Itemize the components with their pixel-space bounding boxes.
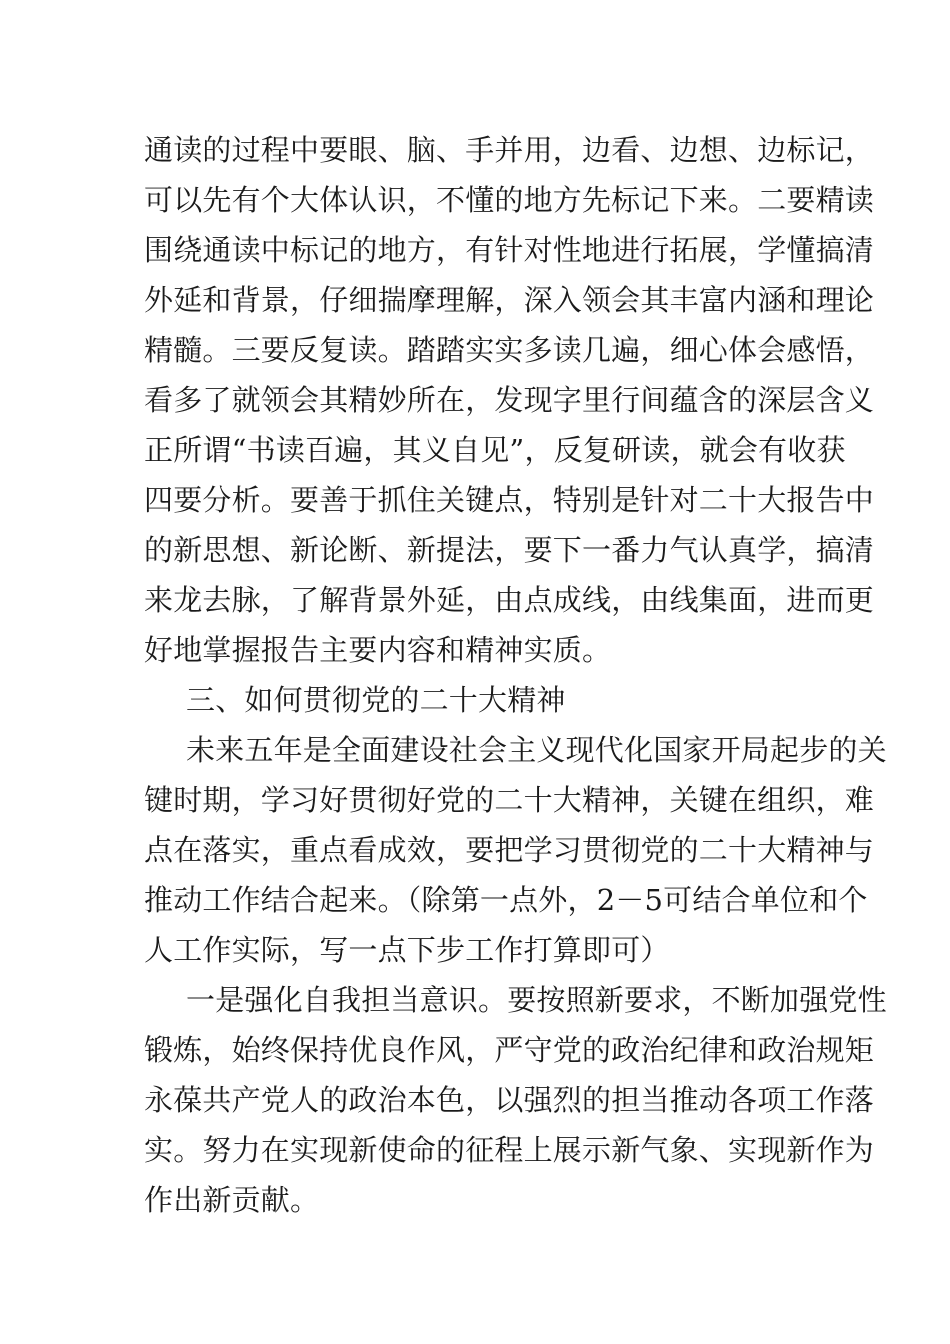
text-line: 键时期，学习好贯彻好党的二十大精神，关键在组织，难 (144, 783, 875, 817)
section-heading: 三、如何贯彻党的二十大精神 (186, 683, 566, 717)
text-line: 可以先有个大体认识，不懂的地方先标记下来。二要精读 (144, 183, 875, 217)
text-line: 点在落实，重点看成效，要把学习贯彻党的二十大精神与 (144, 833, 875, 867)
text-line: 四要分析。要善于抓住关键点，特别是针对二十大报告中 (144, 483, 875, 517)
text-line: 正所谓“书读百遍，其义自见”，反复研读，就会有收获 (144, 433, 846, 467)
text-line: 锻炼，始终保持优良作风，严守党的政治纪律和政治规矩 (144, 1033, 875, 1067)
text-line: 一是强化自我担当意识。要按照新要求，不断加强党性 (186, 983, 887, 1017)
text-line: 来龙去脉，了解背景外延，由点成线，由线集面，进而更 (144, 583, 875, 617)
text-line: 围绕通读中标记的地方，有针对性地进行拓展，学懂搞清 (144, 233, 875, 267)
text-line: 看多了就领会其精妙所在，发现字里行间蕴含的深层含义 (144, 383, 875, 417)
text-line: 人工作实际，写一点下步工作打算即可） (144, 933, 670, 967)
text-line: 未来五年是全面建设社会主义现代化国家开局起步的关 (186, 733, 887, 767)
text-line: 作出新贡献。 (144, 1183, 320, 1217)
text-line: 实。努力在实现新使命的征程上展示新气象、实现新作为 (144, 1133, 875, 1167)
text-line: 精髓。三要反复读。踏踏实实多读几遍，细心体会感悟， (144, 333, 875, 367)
text-line: 通读的过程中要眼、脑、手并用，边看、边想、边标记， (144, 133, 875, 167)
text-line: 推动工作结合起来。（除第一点外，2－5可结合单位和个 (144, 883, 868, 917)
text-line: 外延和背景，仔细揣摩理解，深入领会其丰富内涵和理论 (144, 283, 875, 317)
text-line: 永葆共产党人的政治本色，以强烈的担当推动各项工作落 (144, 1083, 875, 1117)
text-line: 的新思想、新论断、新提法，要下一番力气认真学，搞清 (144, 533, 875, 567)
text-line: 好地掌握报告主要内容和精神实质。 (144, 633, 612, 667)
